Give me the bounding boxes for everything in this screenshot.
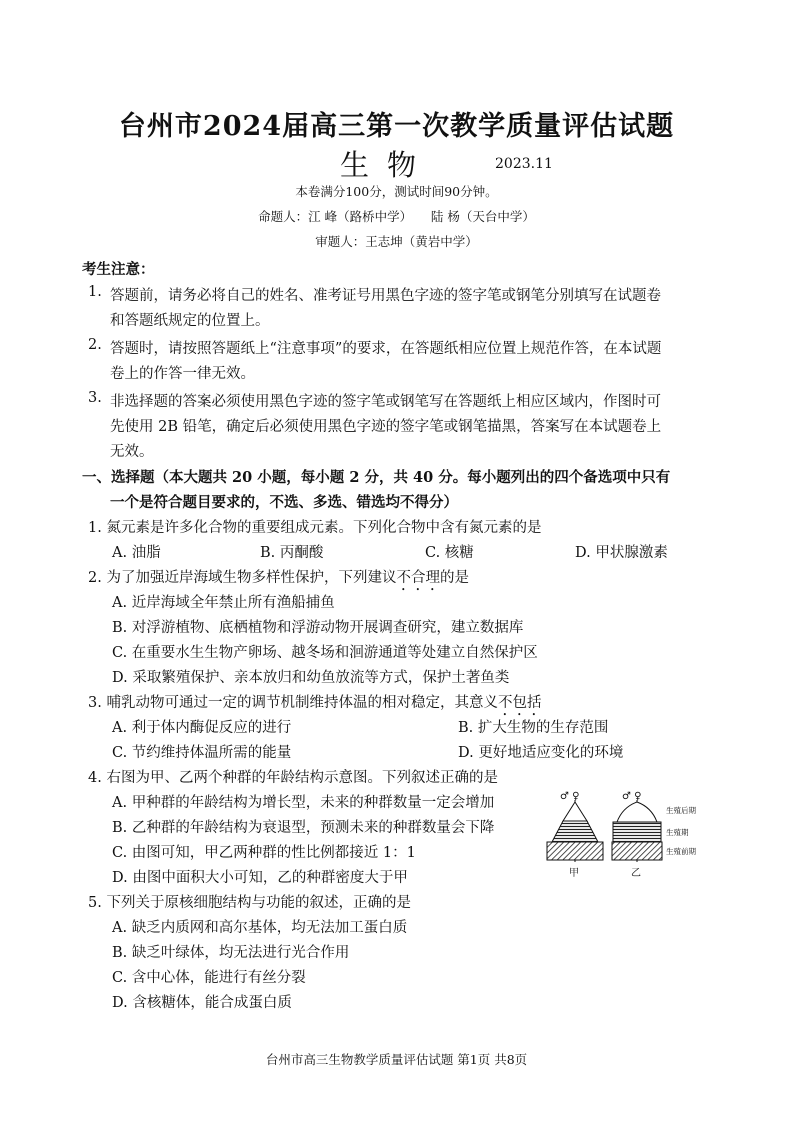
option-a: A. 油脂 xyxy=(112,545,161,561)
notice-num: 1. xyxy=(88,284,102,300)
notice-line: 和答题纸规定的位置上。 xyxy=(110,313,270,329)
question-stem: 4. 右图为甲、乙两个种群的年龄结构示意图。下列叙述正确的是 xyxy=(88,770,498,786)
pyramid-b-mid xyxy=(613,822,661,842)
option-a: A. 利于体内酶促反应的进行 xyxy=(112,720,292,736)
caption-a: 甲 xyxy=(569,868,579,879)
stem-text: 2. 为了加强近岸海域生物多样性保护，下列建议 xyxy=(88,570,397,586)
option-b: B. 乙种群的年龄结构为衰退型，预测未来的种群数量会下降 xyxy=(112,820,495,836)
pyramid-a-mid xyxy=(552,821,598,842)
subject-name: 生物 xyxy=(340,148,435,182)
pyramid-a-pre xyxy=(547,842,603,860)
notice-line: 先使用 2B 铅笔，确定后必须使用黑色字迹的签字笔或钢笔描黑，答案写在本试题卷上 xyxy=(110,419,662,435)
question-stem xyxy=(88,691,541,719)
option-a: A. 近岸海域全年禁止所有渔船捕鱼 xyxy=(112,595,335,611)
emphasis-text: 不合理 xyxy=(396,570,440,586)
notice-line: 答题前，请务必将自己的姓名、准考证号用黑色字迹的签字笔或钢笔分别填写在试题卷 xyxy=(110,288,661,304)
authors: 命题人：江 峰（路桥中学） 陆 杨（天台中学） xyxy=(258,209,535,224)
stem-text: 3. 哺乳动物可通过一定的调节机制维持体温的相对稳定，其意义 xyxy=(88,695,498,711)
page-footer: 台州市高三生物教学质量评估试题 第1页 共8页 xyxy=(265,1052,528,1067)
pyramid-a-post xyxy=(563,802,587,821)
exam-title: 台州市2024届高三第一次教学质量评估试题 xyxy=(118,111,675,142)
section-heading: 一个是符合题目要求的，不选、多选、错选均不得分） xyxy=(110,494,458,511)
option-b: B. 对浮游植物、底栖植物和浮游动物开展调查研究，建立数据库 xyxy=(112,620,524,636)
question-stem: 1. 氮元素是许多化合物的重要组成元素。下列化合物中含有氮元素的是 xyxy=(88,520,542,536)
option-b: B. 扩大生物的生存范围 xyxy=(458,720,609,736)
exam-date: 2023.11 xyxy=(495,156,553,172)
option-a: A. 甲种群的年龄结构为增长型，未来的种群数量一定会增加 xyxy=(112,795,495,811)
notice-line: 非选择题的答案必须使用黑色字迹的签字笔或钢笔写在答题纸上相应区域内，作图时可 xyxy=(110,394,661,410)
label-post-reproductive: 生殖后期 xyxy=(666,806,696,815)
option-d: D. 由图中面积大小可知，乙的种群密度大于甲 xyxy=(112,870,408,886)
pyramid-b-pre xyxy=(612,842,662,860)
option-c: C. 核糖 xyxy=(425,545,474,561)
option-c: C. 由图可知，甲乙两种群的性比例都接近 1：1 xyxy=(112,845,416,861)
option-d: D. 采取繁殖保护、亲本放归和幼鱼放流等方式，保护土著鱼类 xyxy=(112,670,510,686)
sex-symbols-a: ♂ ♀ xyxy=(560,791,580,802)
label-pre-reproductive: 生殖前期 xyxy=(666,847,696,856)
option-a: A. 缺乏内质网和高尔基体，均无法加工蛋白质 xyxy=(112,920,408,936)
question-stem: 5. 下列关于原核细胞结构与功能的叙述，正确的是 xyxy=(88,895,411,911)
sex-symbols-b: ♂ ♀ xyxy=(622,791,642,802)
label-reproductive: 生殖期 xyxy=(666,828,689,837)
notice-num: 2. xyxy=(88,337,102,353)
option-c: C. 节约维持体温所需的能量 xyxy=(112,745,292,761)
option-b: B. 缺乏叶绿体，均无法进行光合作用 xyxy=(112,945,350,961)
option-c: C. 在重要水生生物产卵场、越冬场和洄游通道等处建立自然保护区 xyxy=(112,645,538,661)
caption-b: 乙 xyxy=(631,868,641,879)
section-heading: 一、选择题（本大题共 20 小题，每小题 2 分，共 40 分。每小题列出的四个备选项中只有 xyxy=(82,469,671,486)
emphasis-text: 不包括 xyxy=(497,695,542,711)
notice-line: 卷上的作答一律无效。 xyxy=(110,366,255,382)
score-info: 本卷满分100分，测试时间90分钟。 xyxy=(295,184,498,199)
stem-text: 的是 xyxy=(439,570,469,586)
option-b: B. 丙酮酸 xyxy=(260,545,324,561)
age-structure-figure xyxy=(540,786,715,881)
notice-num: 3. xyxy=(88,390,102,406)
option-c: C. 含中心体，能进行有丝分裂 xyxy=(112,970,306,986)
option-d: D. 更好地适应变化的环境 xyxy=(458,745,624,761)
reviewer: 审题人：王志坤（黄岩中学） xyxy=(315,234,478,249)
question-stem xyxy=(88,566,469,594)
option-d: D. 含核糖体，能合成蛋白质 xyxy=(112,995,292,1011)
notice-heading: 考生注意： xyxy=(82,261,155,278)
notice-line: 无效。 xyxy=(110,444,154,460)
notice-line: 答题时，请按照答题纸上“注意事项”的要求，在答题纸相应位置上规范作答，在本试题 xyxy=(110,341,662,357)
option-d: D. 甲状腺激素 xyxy=(575,545,668,561)
pyramid-b-post xyxy=(617,802,657,822)
